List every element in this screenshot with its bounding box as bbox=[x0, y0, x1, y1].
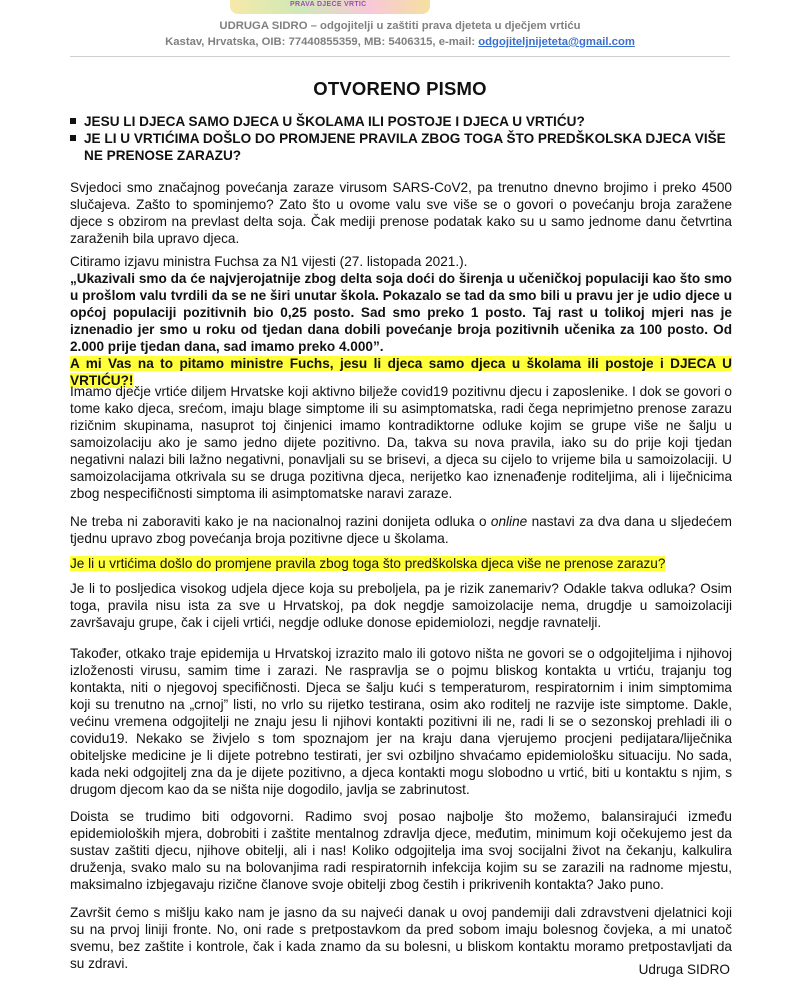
letterhead bbox=[0, 18, 800, 50]
question-item bbox=[70, 113, 730, 130]
page-title: OTVORENO PISMO bbox=[313, 78, 487, 99]
header-divider bbox=[70, 56, 730, 57]
paragraph-intro: Svjedoci smo značajnog povećanja zaraze virusom SARS-CoV2, pa trenutno dnevno brojimo i preko 4500 slučajeva. Zašto to spominjemo? Zato što u ovome valu sve više se o govori o povećanju broja zaražene djece s obzirom na prevlast delta soja. Čak mediji prenose podatak kako su u samo jednome danu četvrtina zaraženih bila upravo djeca. bbox=[70, 180, 732, 246]
email-link[interactable]: odgojiteljnijeteta@gmail.com bbox=[478, 36, 635, 48]
paragraph-minister-quote bbox=[70, 253, 732, 389]
paragraph-rules: Je li to posljedica visokog udjela djece koja su preboljela, pa je rizik zanemariv? Odakle takva odluka? Osim toga, pravila nisu ista za sve u Hrvatskoj, pa dok negdje samoizolacije nema, drugdje u samoizolaciji završavaju grupe, čak i cijeli vrtići, negdje odluke donose epidemiolozi, negdje ravnatelji. bbox=[70, 581, 732, 630]
online-italic: online bbox=[490, 514, 528, 529]
question-item bbox=[70, 130, 730, 164]
online-after: nastavi za dva dana u sljedećem tjednu upravo zbog povećanja broja pozitivne djece u školama. bbox=[70, 514, 732, 546]
paragraph-kindergartens: Imamo dječje vrtiće diljem Hrvatske koji aktivno bilježe covid19 pozitivnu djecu i zaposlenike. I dok se govori o tome kako djeca, srećom, imaju blage simptome ili su asimptomatska, radi čega neprimjetno prenose zarazu rizičnim skupinama, nasuprot toj činjenici imamo kontradiktorne odluke kojim se grupe više ne šalju u samoizolaciju ako je samo jedno dijete pozitivno. Da, takva su nova pravila, iako su do prije koji tjedan negativni nalazi bili lažno negativni, ponavljali su se brisevi, a djeca su cijelo to vrijeme bila u samoizolaciji. U samoizolacijama otkrivala su se druga pozitivna djeca, nerijetko kao iznenađenje roditeljima, ali i liječnicima zbog nespecifičnosti simptoma ili asimptomatske naravi zaraze. bbox=[70, 384, 732, 501]
online-before: Ne treba ni zaboraviti kako je na nacionalnoj razini donijeta odluka o bbox=[70, 514, 491, 529]
letterhead-details bbox=[0, 34, 800, 50]
square-bullet-icon bbox=[70, 118, 76, 124]
question-list bbox=[70, 113, 730, 164]
paragraph-online-classes bbox=[70, 513, 732, 547]
paragraph-conclusion: Završit ćemo s mišlju kako nam je jasno da su najveći danak u ovoj pandemiji dali zdravstveni djelatnici koji su na prvoj liniji fronte. No, oni rade s pretpostavkom da pred sobom imaju bolesnog čovjeka, a mi unatoč svemu, bez zaštite i kontrole, čak i kada znamo da su bolesni, u bliskom kontaktu moramo pretpostavljati da su zdravi. bbox=[70, 905, 732, 971]
question-text: JESU LI DJECA SAMO DJECA U ŠKOLAMA ILI POSTOJE I DJECA U VRTIĆU? bbox=[84, 114, 585, 129]
signature: Udruga SIDRO bbox=[638, 962, 730, 977]
question-text: JE LI U VRTIĆIMA DOŠLO DO PROMJENE PRAVILA ZBOG TOGA ŠTO PREDŠKOLSKA DJECA VIŠE NE PRENOSE ZARAZU? bbox=[84, 131, 726, 163]
logo-banner bbox=[230, 0, 430, 14]
quote-intro: Citiramo izjavu ministra Fuchsa za N1 vijesti (27. listopada 2021.). bbox=[70, 254, 468, 269]
letterhead-organization: UDRUGA SIDRO – odgojitelji u zaštiti prava djeteta u dječjem vrtiću bbox=[219, 20, 581, 32]
quote-text: „Ukazivali smo da će najvjerojatnije zbog delta soja doći do širenja u učeničkoj populaciji kao što smo u prošlom valu tvrdili da se ne širi unutar škola. Pokazalo se tad da smo bili u pravu jer je udio djece u općoj populaciji pozitivnih bio 0,25 posto. Sad smo preko 1 posto. Taj rast u tolikoj mjeri nas je iznenadio jer smo u roku od tjedan dana dobili povećanje broja pozitivnih učenika za 100 posto. Od 2.000 prije tjedan dana, sad imamo preko 4.000”. bbox=[70, 271, 732, 354]
square-bullet-icon bbox=[70, 135, 76, 141]
letterhead-address: Kastav, Hrvatska, OIB: 77440855359, MB: 5406315, e-mail: bbox=[165, 36, 479, 48]
highlight-text: A mi Vas na to pitamo ministre Fuchs, jesu li djeca samo djeca u školama ili postoje i DJECA U VRTIĆU?! bbox=[70, 356, 732, 388]
highlight-text: Je li u vrtićima došlo do promjene pravila zbog toga što predškolska djeca više ne prenose zarazu? bbox=[70, 556, 666, 571]
highlighted-question-2 bbox=[70, 555, 732, 572]
paragraph-educators: Također, otkako traje epidemija u Hrvatskoj izrazito malo ili gotovo ništa ne govori se o odgojiteljima i njihovoj izloženosti virusu, samim time i zarazi. Ne raspravlja se o pojmu bliskog kontakta u vrtiću, trajanju tog kontakta, niti o njegovoj specifičnosti. Djeca se šalju kući s temperaturom, respiratornim i inim simptomima koji su trenutno na „crnoj” listi, no vrlo su rijetko testirana, osim ako roditelj ne razvije iste simptome. Dakle, većinu vremena odgojitelji ne znaju jesu li njihovi kontakti pozitivni ili ne, radi li se o sezonskoj prehladi ili o covidu19. Nekako se živjelo s tom spoznajom jer na kraju dana vjerujemo procjeni pedijatara/liječnika obiteljske medicine je li dijete potrebno testirati, jer svi ozbiljno shvaćamo epidemiološku situaciju. No sada, kada neki odgojitelj zna da je dijete pozitivno, a djeca kontakti mogu slobodno u vrtić, biti u kontaktu s njim, s drugom djecom kao da se ništa nije dogodilo, javlja se zabrinutost. bbox=[70, 646, 732, 797]
logo-caption: PRAVA DJEČE VRTIĆ bbox=[290, 1, 367, 8]
paragraph-responsibility: Doista se trudimo biti odgovorni. Radimo svoj posao najbolje što možemo, balansirajući između epidemioloških mjera, dobrobiti i zaštite mentalnog zdravlja djece, međutim, minimum koji očekujemo jest da sustav zaštiti djecu, njihove obitelji, ali i nas! Koliko odgojitelja ima svoj socijalni život na čekanju, kalkulira druženja, svako malo su na bolovanjima radi respiratornih infekcija kojim su se zarazili na radnome mjestu, maksimalno izbjegavaju rizične članove svoje obitelji zbog čestih i prikrivenih kontakta? Jako puno. bbox=[70, 809, 732, 892]
